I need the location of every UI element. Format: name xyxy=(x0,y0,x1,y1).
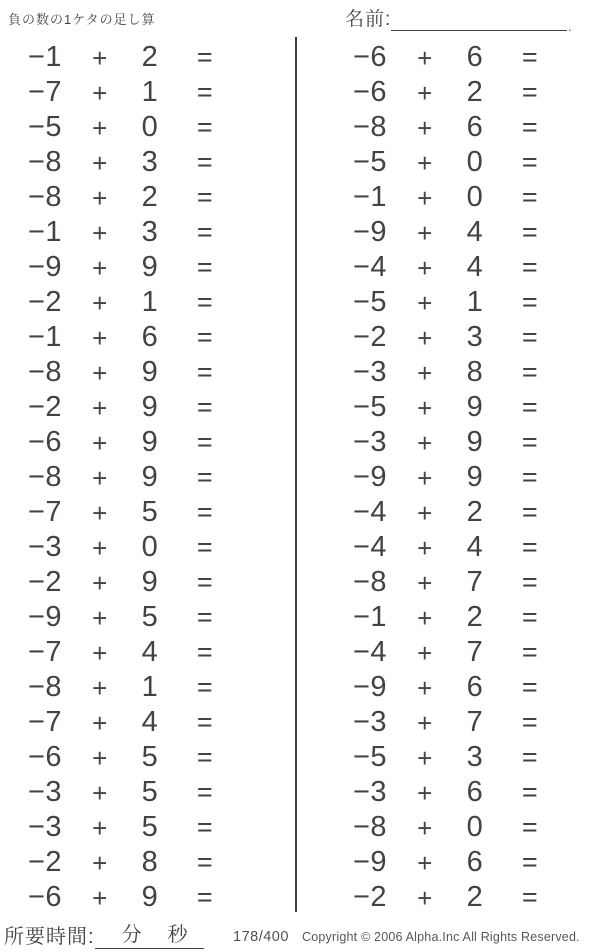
operand: 6 xyxy=(141,321,159,353)
equals-sign: = xyxy=(196,882,214,912)
operand-negative: −4 xyxy=(352,636,388,668)
operand-negative: −2 xyxy=(27,566,63,598)
equals-sign: = xyxy=(196,812,214,842)
operand: 1 xyxy=(141,671,159,703)
plus-operator: + xyxy=(92,462,108,493)
equals-sign: = xyxy=(196,427,214,457)
operand: 6 xyxy=(466,776,484,808)
equals-sign: = xyxy=(196,707,214,737)
plus-operator: + xyxy=(92,322,108,353)
problem-row xyxy=(345,460,565,495)
problem-row xyxy=(345,705,565,740)
operand-negative: −2 xyxy=(27,846,63,878)
operand-negative: −8 xyxy=(352,811,388,843)
problem-row xyxy=(20,180,240,215)
equals-sign: = xyxy=(521,532,539,562)
plus-operator: + xyxy=(417,812,433,843)
operand-negative: −3 xyxy=(352,356,388,388)
problem-row xyxy=(20,530,240,565)
operand-negative: −3 xyxy=(27,531,63,563)
equals-sign: = xyxy=(521,672,539,702)
plus-operator: + xyxy=(417,847,433,878)
operand-negative: −1 xyxy=(27,216,63,248)
operand: 7 xyxy=(466,706,484,738)
equals-sign: = xyxy=(196,742,214,772)
operand: 7 xyxy=(466,636,484,668)
operand: 2 xyxy=(466,76,484,108)
equals-sign: = xyxy=(196,147,214,177)
problems-column-right xyxy=(345,40,565,915)
operand-negative: −9 xyxy=(27,251,63,283)
operand: 7 xyxy=(466,566,484,598)
minutes-label: 分 xyxy=(121,924,143,946)
equals-sign: = xyxy=(521,637,539,667)
problem-row xyxy=(20,145,240,180)
plus-operator: + xyxy=(417,602,433,633)
operand-negative: −5 xyxy=(352,286,388,318)
problem-row xyxy=(20,565,240,600)
operand-negative: −2 xyxy=(352,881,388,913)
problem-row xyxy=(345,355,565,390)
operand-negative: −5 xyxy=(27,111,63,143)
operand: 4 xyxy=(141,636,159,668)
equals-sign: = xyxy=(196,112,214,142)
operand-negative: −7 xyxy=(27,706,63,738)
equals-sign: = xyxy=(521,777,539,807)
operand: 9 xyxy=(141,881,159,913)
plus-operator: + xyxy=(92,182,108,213)
operand-negative: −8 xyxy=(27,671,63,703)
problem-row xyxy=(20,670,240,705)
problem-row xyxy=(345,215,565,250)
problem-row xyxy=(20,460,240,495)
operand-negative: −8 xyxy=(352,566,388,598)
plus-operator: + xyxy=(92,147,108,178)
equals-sign: = xyxy=(196,322,214,352)
operand: 2 xyxy=(141,181,159,213)
equals-sign: = xyxy=(521,602,539,632)
equals-sign: = xyxy=(521,567,539,597)
plus-operator: + xyxy=(417,147,433,178)
equals-sign: = xyxy=(521,147,539,177)
plus-operator: + xyxy=(92,602,108,633)
equals-sign: = xyxy=(521,497,539,527)
operand-negative: −9 xyxy=(352,671,388,703)
plus-operator: + xyxy=(417,567,433,598)
time-label: 所要時間: xyxy=(4,926,95,948)
problem-row xyxy=(20,425,240,460)
name-line-dot: . xyxy=(568,20,572,34)
operand: 2 xyxy=(466,496,484,528)
operand: 3 xyxy=(466,321,484,353)
operand: 9 xyxy=(141,356,159,388)
problem-row xyxy=(345,845,565,880)
plus-operator: + xyxy=(417,112,433,143)
operand: 2 xyxy=(466,601,484,633)
plus-operator: + xyxy=(92,217,108,248)
problem-row xyxy=(345,775,565,810)
problem-row xyxy=(345,110,565,145)
equals-sign: = xyxy=(196,672,214,702)
operand: 4 xyxy=(466,251,484,283)
equals-sign: = xyxy=(521,322,539,352)
operand: 3 xyxy=(141,146,159,178)
operand: 5 xyxy=(141,601,159,633)
equals-sign: = xyxy=(196,567,214,597)
operand-negative: −5 xyxy=(352,146,388,178)
problem-row xyxy=(20,705,240,740)
plus-operator: + xyxy=(417,707,433,738)
problem-row xyxy=(345,285,565,320)
operand-negative: −7 xyxy=(27,496,63,528)
operand-negative: −6 xyxy=(27,426,63,458)
operand-negative: −6 xyxy=(352,76,388,108)
problem-row xyxy=(345,565,565,600)
problem-row xyxy=(20,40,240,75)
operand: 5 xyxy=(141,776,159,808)
problem-row xyxy=(20,75,240,110)
problem-row xyxy=(345,740,565,775)
problem-row xyxy=(345,75,565,110)
plus-operator: + xyxy=(92,392,108,423)
equals-sign: = xyxy=(521,882,539,912)
operand: 8 xyxy=(466,356,484,388)
plus-operator: + xyxy=(92,497,108,528)
operand-negative: −6 xyxy=(27,881,63,913)
problems-column-left xyxy=(20,40,240,915)
problem-row xyxy=(20,110,240,145)
plus-operator: + xyxy=(417,777,433,808)
operand-negative: −1 xyxy=(352,181,388,213)
worksheet-title: 負の数の1ケタの足し算 xyxy=(8,12,156,27)
operand-negative: −7 xyxy=(27,636,63,668)
operand-negative: −3 xyxy=(352,426,388,458)
operand: 6 xyxy=(466,111,484,143)
plus-operator: + xyxy=(417,357,433,388)
problem-row xyxy=(20,320,240,355)
operand-negative: −9 xyxy=(352,846,388,878)
operand-negative: −2 xyxy=(27,286,63,318)
operand-negative: −3 xyxy=(27,811,63,843)
equals-sign: = xyxy=(521,847,539,877)
operand-negative: −9 xyxy=(352,216,388,248)
plus-operator: + xyxy=(92,287,108,318)
column-divider-line xyxy=(295,37,297,912)
problem-row xyxy=(20,355,240,390)
plus-operator: + xyxy=(417,77,433,108)
plus-operator: + xyxy=(417,427,433,458)
equals-sign: = xyxy=(521,77,539,107)
operand: 2 xyxy=(141,41,159,73)
operand-negative: −8 xyxy=(27,146,63,178)
operand: 9 xyxy=(466,426,484,458)
equals-sign: = xyxy=(521,707,539,737)
equals-sign: = xyxy=(521,217,539,247)
plus-operator: + xyxy=(92,637,108,668)
problem-row xyxy=(20,775,240,810)
plus-operator: + xyxy=(417,497,433,528)
equals-sign: = xyxy=(521,112,539,142)
operand: 1 xyxy=(141,286,159,318)
plus-operator: + xyxy=(92,567,108,598)
problem-row xyxy=(345,635,565,670)
plus-operator: + xyxy=(417,882,433,913)
plus-operator: + xyxy=(417,742,433,773)
plus-operator: + xyxy=(92,252,108,283)
problem-row xyxy=(20,600,240,635)
plus-operator: + xyxy=(417,322,433,353)
equals-sign: = xyxy=(521,42,539,72)
problem-row xyxy=(345,530,565,565)
operand-negative: −3 xyxy=(27,776,63,808)
plus-operator: + xyxy=(417,637,433,668)
problem-row xyxy=(345,810,565,845)
operand: 6 xyxy=(466,41,484,73)
plus-operator: + xyxy=(417,42,433,73)
operand-negative: −8 xyxy=(27,461,63,493)
operand-negative: −4 xyxy=(352,531,388,563)
problem-row xyxy=(20,285,240,320)
equals-sign: = xyxy=(196,847,214,877)
equals-sign: = xyxy=(521,287,539,317)
problem-row xyxy=(345,495,565,530)
plus-operator: + xyxy=(92,882,108,913)
name-input-line[interactable] xyxy=(391,7,567,31)
operand-negative: −4 xyxy=(352,251,388,283)
problem-row xyxy=(345,425,565,460)
operand: 9 xyxy=(141,426,159,458)
problem-row xyxy=(20,740,240,775)
equals-sign: = xyxy=(521,427,539,457)
operand: 0 xyxy=(141,111,159,143)
operand: 1 xyxy=(466,286,484,318)
equals-sign: = xyxy=(196,217,214,247)
copyright-notice: Copyright © 2006 Alpha.Inc All Rights Reserved. xyxy=(302,930,580,944)
problem-row xyxy=(345,180,565,215)
plus-operator: + xyxy=(417,182,433,213)
operand: 2 xyxy=(466,881,484,913)
problem-row xyxy=(345,670,565,705)
plus-operator: + xyxy=(92,742,108,773)
operand-negative: −7 xyxy=(27,76,63,108)
problem-row xyxy=(345,250,565,285)
equals-sign: = xyxy=(521,462,539,492)
equals-sign: = xyxy=(196,252,214,282)
plus-operator: + xyxy=(92,427,108,458)
equals-sign: = xyxy=(196,602,214,632)
operand: 9 xyxy=(141,461,159,493)
plus-operator: + xyxy=(417,392,433,423)
operand-negative: −1 xyxy=(27,321,63,353)
problem-row xyxy=(20,880,240,915)
name-label: 名前: xyxy=(345,9,392,30)
problem-row xyxy=(20,390,240,425)
operand: 5 xyxy=(141,496,159,528)
problem-row xyxy=(20,215,240,250)
plus-operator: + xyxy=(92,532,108,563)
operand-negative: −1 xyxy=(27,41,63,73)
plus-operator: + xyxy=(417,287,433,318)
operand: 6 xyxy=(466,671,484,703)
equals-sign: = xyxy=(521,812,539,842)
operand-negative: −8 xyxy=(352,111,388,143)
problem-row xyxy=(345,390,565,425)
equals-sign: = xyxy=(196,532,214,562)
operand-negative: −8 xyxy=(27,356,63,388)
operand: 9 xyxy=(466,461,484,493)
operand: 4 xyxy=(466,531,484,563)
operand-negative: −1 xyxy=(352,601,388,633)
plus-operator: + xyxy=(92,42,108,73)
equals-sign: = xyxy=(521,392,539,422)
plus-operator: + xyxy=(92,112,108,143)
problem-row xyxy=(345,145,565,180)
equals-sign: = xyxy=(196,357,214,387)
problem-row xyxy=(20,250,240,285)
equals-sign: = xyxy=(196,637,214,667)
plus-operator: + xyxy=(417,217,433,248)
operand: 6 xyxy=(466,846,484,878)
operand: 4 xyxy=(466,216,484,248)
plus-operator: + xyxy=(417,462,433,493)
operand: 5 xyxy=(141,811,159,843)
operand-negative: −3 xyxy=(352,776,388,808)
operand-negative: −9 xyxy=(352,461,388,493)
operand-negative: −9 xyxy=(27,601,63,633)
operand: 0 xyxy=(466,146,484,178)
plus-operator: + xyxy=(92,357,108,388)
problem-row xyxy=(20,845,240,880)
operand: 1 xyxy=(141,76,159,108)
operand-negative: −8 xyxy=(27,181,63,213)
plus-operator: + xyxy=(92,777,108,808)
plus-operator: + xyxy=(92,672,108,703)
operand: 0 xyxy=(466,181,484,213)
problem-row xyxy=(20,495,240,530)
operand: 4 xyxy=(141,706,159,738)
operand: 9 xyxy=(141,251,159,283)
problem-row xyxy=(345,40,565,75)
seconds-label: 秒 xyxy=(167,924,189,946)
operand: 3 xyxy=(141,216,159,248)
equals-sign: = xyxy=(521,182,539,212)
time-input-line[interactable] xyxy=(95,923,204,949)
operand-negative: −5 xyxy=(352,391,388,423)
plus-operator: + xyxy=(92,812,108,843)
equals-sign: = xyxy=(521,742,539,772)
plus-operator: + xyxy=(92,77,108,108)
operand: 3 xyxy=(466,741,484,773)
operand: 0 xyxy=(141,531,159,563)
equals-sign: = xyxy=(196,777,214,807)
plus-operator: + xyxy=(417,532,433,563)
operand: 9 xyxy=(141,566,159,598)
operand-negative: −2 xyxy=(27,391,63,423)
plus-operator: + xyxy=(92,707,108,738)
operand: 0 xyxy=(466,811,484,843)
operand: 5 xyxy=(141,741,159,773)
problem-row xyxy=(345,600,565,635)
equals-sign: = xyxy=(196,77,214,107)
equals-sign: = xyxy=(196,182,214,212)
problem-row xyxy=(20,635,240,670)
problem-row xyxy=(20,810,240,845)
equals-sign: = xyxy=(196,392,214,422)
problem-row xyxy=(345,320,565,355)
equals-sign: = xyxy=(196,462,214,492)
equals-sign: = xyxy=(196,497,214,527)
plus-operator: + xyxy=(417,672,433,703)
equals-sign: = xyxy=(196,42,214,72)
plus-operator: + xyxy=(417,252,433,283)
operand-negative: −5 xyxy=(352,741,388,773)
plus-operator: + xyxy=(92,847,108,878)
time-field xyxy=(4,920,204,949)
operand: 8 xyxy=(141,846,159,878)
operand-negative: −2 xyxy=(352,321,388,353)
operand-negative: −6 xyxy=(352,41,388,73)
operand-negative: −3 xyxy=(352,706,388,738)
operand: 9 xyxy=(466,391,484,423)
name-field xyxy=(345,4,572,34)
operand: 9 xyxy=(141,391,159,423)
operand-negative: −4 xyxy=(352,496,388,528)
page-number: 178/400 xyxy=(233,929,289,945)
equals-sign: = xyxy=(521,252,539,282)
equals-sign: = xyxy=(196,287,214,317)
problem-row xyxy=(345,880,565,915)
equals-sign: = xyxy=(521,357,539,387)
operand-negative: −6 xyxy=(27,741,63,773)
